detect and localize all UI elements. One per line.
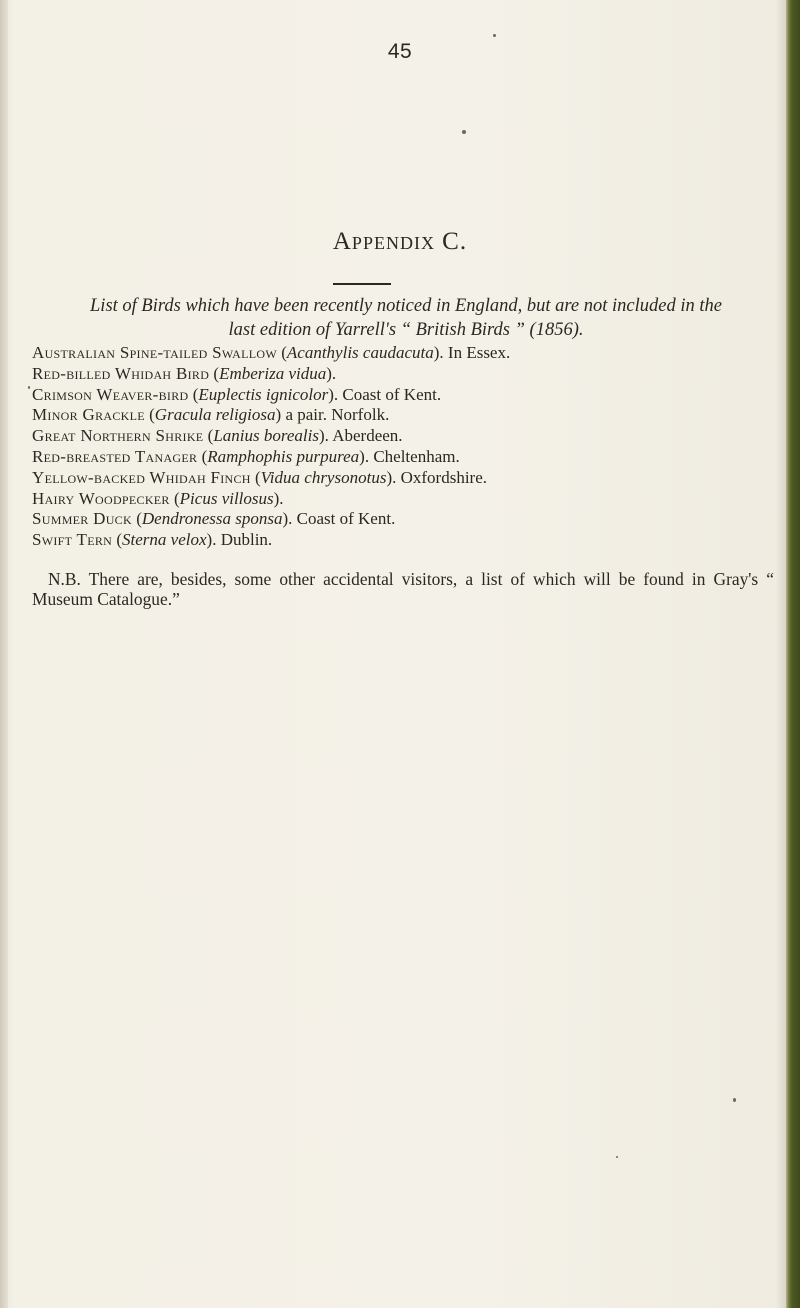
intro-line-1: List of Birds which have been recently noticed in England, but are not included in the: [90, 296, 722, 316]
bird-name: Crimson Weaver-bird: [32, 384, 189, 404]
bird-entry: Swift Tern (Sterna velox). Dublin.: [32, 530, 273, 550]
paper-speck: [493, 34, 496, 37]
bird-latin-name: Lanius borealis: [213, 426, 319, 446]
bird-location: a pair. Norfolk.: [285, 405, 390, 425]
bird-latin-name: Sterna velox: [122, 530, 207, 550]
paper-speck: [733, 1098, 736, 1102]
bird-latin-name: Picus villosus: [179, 488, 274, 508]
bird-latin-name: Vidua chrysonotus: [260, 467, 387, 487]
page-gutter-shadow: [776, 0, 786, 1308]
bird-name: Red-breasted Tanager: [32, 446, 198, 466]
bird-location: Oxfordshire.: [400, 467, 488, 487]
book-binding-edge: [786, 0, 800, 1308]
bird-latin-name: Emberiza vidua: [219, 363, 327, 383]
paper-speck: [28, 386, 30, 389]
bird-latin-name: Dendronessa sponsa: [141, 509, 283, 529]
page-left-edge: [0, 0, 8, 1308]
bird-entry: Hairy Woodpecker (Picus villosus).: [32, 488, 284, 508]
bird-entry: Great Northern Shrike (Lanius borealis). Aberdeen.: [32, 426, 403, 446]
bird-list: [32, 343, 772, 551]
title-rule: [333, 283, 391, 285]
bird-entry: Red-billed Whidah Bird (Emberiza vidua).: [32, 363, 337, 383]
appendix-title: Appendix C.: [332, 228, 468, 255]
bird-name: Great Northern Shrike: [32, 426, 204, 446]
bird-latin-name: Ramphophis purpurea: [207, 446, 360, 466]
bird-location: Cheltenham.: [373, 446, 460, 466]
bird-entry: Crimson Weaver-bird (Euplectis ignicolor). Coast of Kent.: [32, 384, 442, 404]
bird-latin-name: Euplectis ignicolor: [198, 384, 329, 404]
bird-latin-name: Gracula religiosa: [154, 405, 276, 425]
bird-location: Coast of Kent.: [342, 384, 442, 404]
bird-entry: Minor Grackle (Gracula religiosa) a pair. Norfolk.: [32, 405, 390, 425]
bird-latin-name: Acanthylis caudacuta: [286, 343, 434, 362]
bird-location: Aberdeen.: [332, 426, 403, 446]
intro-caption: [36, 294, 776, 342]
bird-name: Australian Spine-tailed Swallow: [32, 343, 277, 362]
bird-entry: Australian Spine-tailed Swallow (Acanthylis caudacuta). In Essex.: [32, 343, 511, 362]
paper-speck: [616, 1156, 618, 1158]
bird-entry: Red-breasted Tanager (Ramphophis purpurea). Cheltenham.: [32, 446, 460, 466]
bird-entry: Yellow-backed Whidah Finch (Vidua chrysonotus). Oxfordshire.: [32, 467, 488, 487]
bird-name: Summer Duck: [32, 509, 132, 529]
bird-name: Red-billed Whidah Bird: [32, 363, 210, 383]
bird-name: Swift Tern: [32, 530, 113, 550]
bird-name: Yellow-backed Whidah Finch: [32, 467, 251, 487]
bird-name: Minor Grackle: [32, 405, 145, 425]
intro-line-2: last edition of Yarrell's “ British Birds ” (1856).: [228, 320, 584, 340]
bird-location: Coast of Kent.: [296, 509, 396, 529]
bird-name: Hairy Woodpecker: [32, 488, 170, 508]
bird-entry: Summer Duck (Dendronessa sponsa). Coast of Kent.: [32, 509, 396, 529]
page-number: 45: [387, 40, 413, 63]
footnote-paragraph: N.B. There are, besides, some other accidental visitors, a list of which will be found in Gray's “ Museum Catalogue.”: [32, 569, 774, 609]
bird-location: Dublin.: [220, 530, 273, 550]
bird-location: In Essex.: [447, 343, 511, 362]
paper-speck: [462, 130, 466, 134]
